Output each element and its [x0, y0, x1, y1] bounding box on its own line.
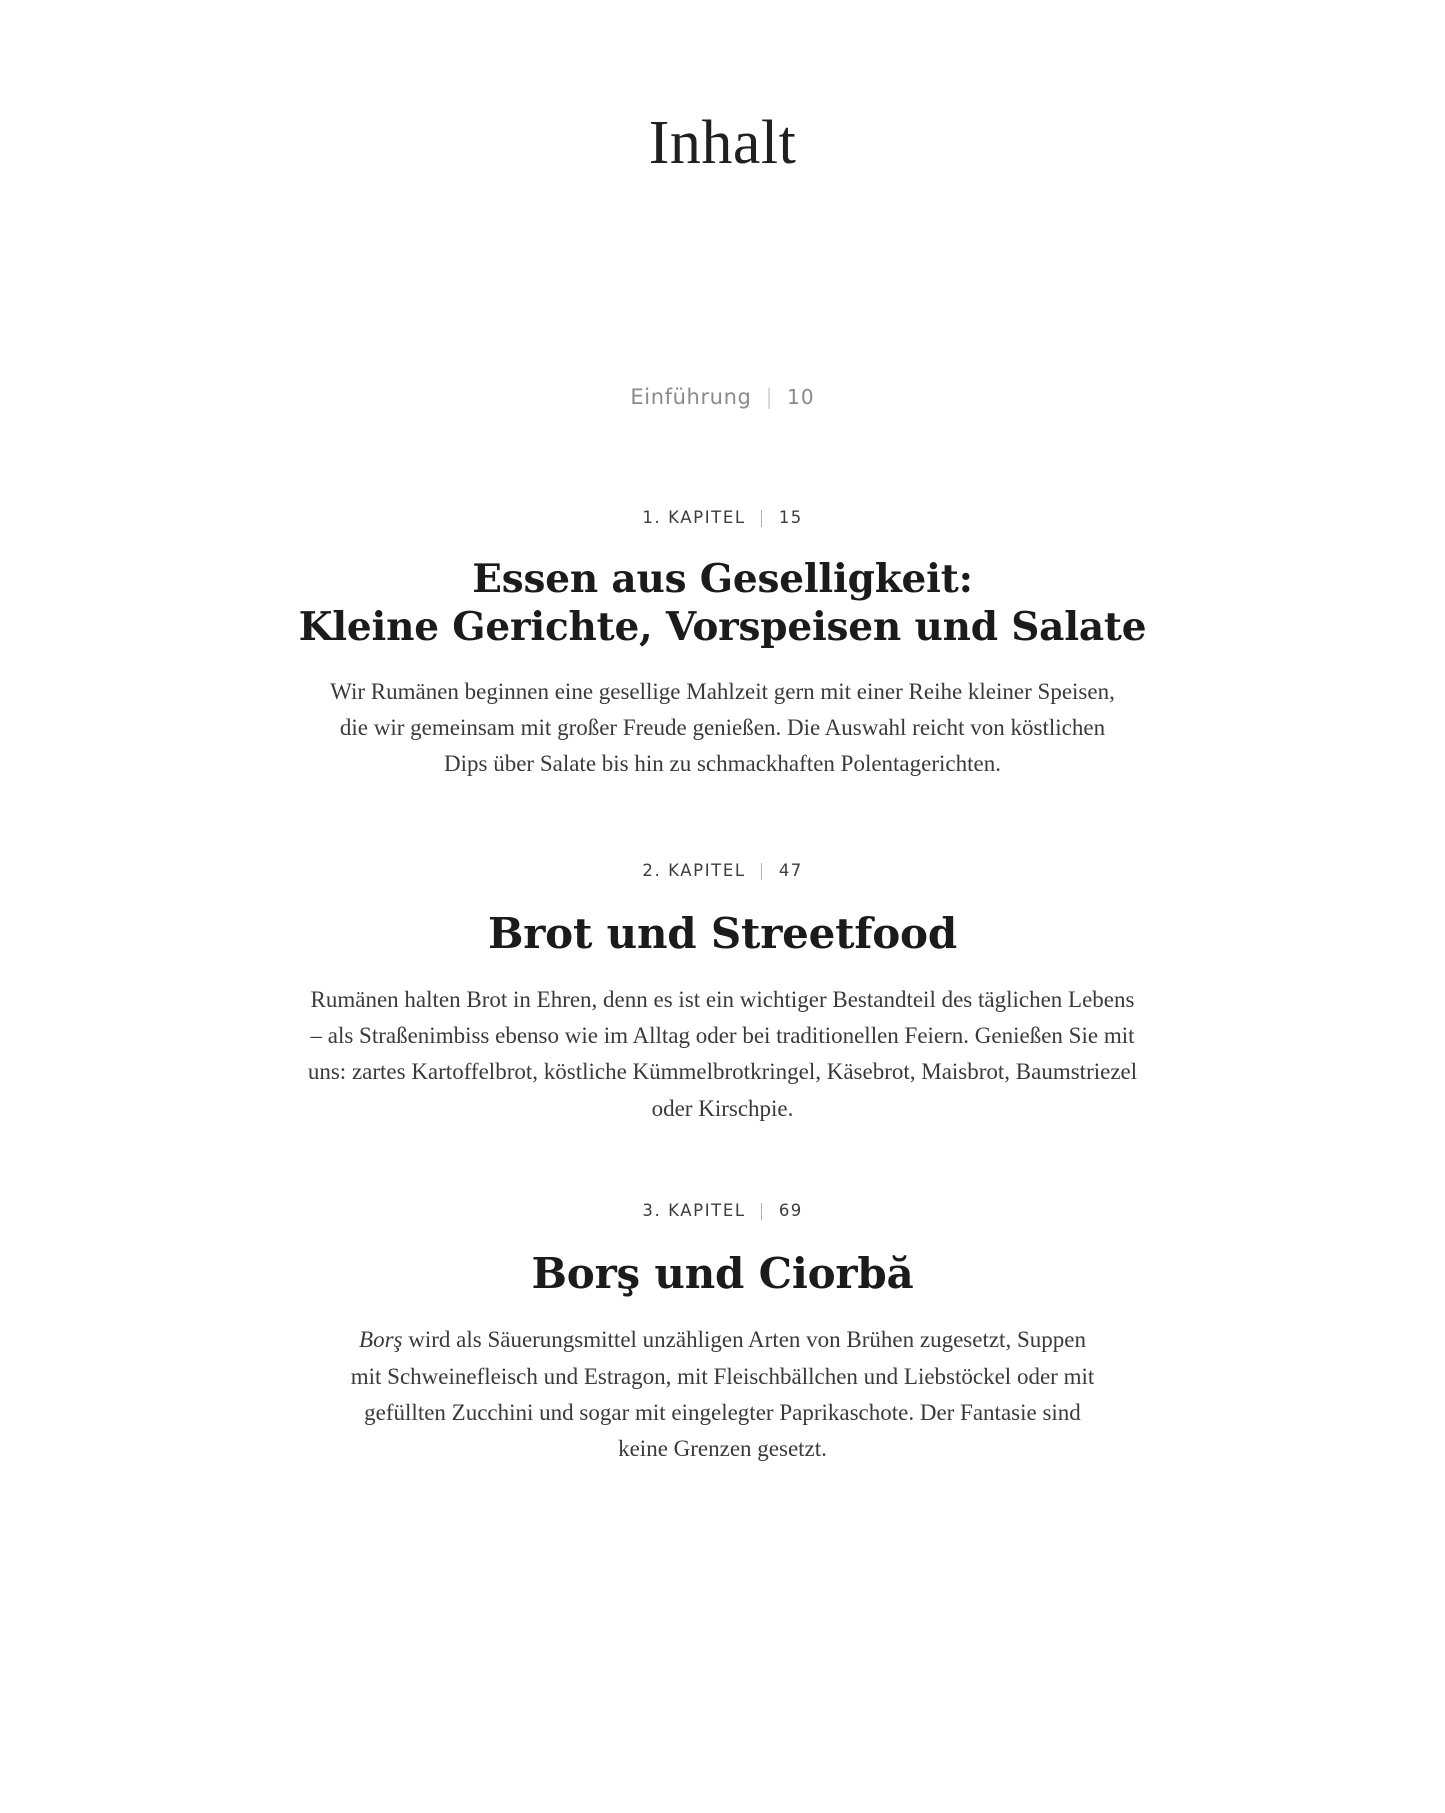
chapter-1-page-number: 15	[778, 508, 803, 527]
chapter-2-separator: |	[758, 860, 766, 880]
chapter-1-meta	[0, 508, 1445, 527]
chapter-3-description	[343, 1322, 1103, 1467]
chapter-2-meta	[0, 861, 1445, 880]
chapter-3-description-rest: wird als Säuerungsmittel unzähligen Arten von Brühen zugesetzt, Suppen mit Schweinefleisch und Estragon, mit Fleischbällchen und Liebstöckel oder mit gefüllten Zucchini und sogar mit eingelegter Paprikaschote. Der Fantasie sind keine Grenzen gesetzt.	[350, 1327, 1095, 1462]
introduction-label: Einführung	[630, 385, 752, 409]
chapter-1-title	[273, 555, 1173, 652]
chapter-1-title-line-2: Kleine Gerichte, Vorspeisen und Salate	[298, 604, 1147, 651]
chapter-1-number-label: 1. KAPITEL	[642, 508, 746, 527]
chapter-3-number-label: 3. KAPITEL	[642, 1201, 746, 1221]
chapter-3-page-number: 69	[778, 1201, 803, 1221]
chapter-3-separator: |	[758, 1201, 766, 1221]
chapter-3-title: Borş und Ciorbă	[531, 1249, 914, 1299]
toc-entry-chapter-1[interactable]	[0, 508, 1445, 783]
chapter-3-description-italic-lead: Borş	[359, 1327, 403, 1353]
chapter-1-description: Wir Rumänen beginnen eine gesellige Mahlzeit gern mit einer Reihe kleiner Speisen, die wir gemeinsam mit großer Freude genießen. Die Auswahl reicht von köstlichen Dips über Salate bis hin zu schmackhaften Polentagerichten.	[330, 678, 1115, 777]
chapter-1-separator: |	[758, 508, 766, 527]
chapter-1-title-line-1: Essen aus Geselligkeit:	[472, 556, 973, 602]
introduction-page-number: 10	[787, 385, 815, 409]
toc-entry-chapter-3[interactable]	[0, 1201, 1445, 1467]
chapter-2-description: Rumänen halten Brot in Ehren, denn es ist ein wichtiger Bestandteil des täglichen Lebens – als Straßenimbiss ebenso wie im Alltag oder bei traditionellen Feiern. Genießen Sie mit uns: zartes Kartoffelbrot, köstliche Kümmelbrotkringel, Käsebrot, Maisbrot, Baumstriezel oder Kirschpie.	[307, 986, 1138, 1121]
toc-entry-chapter-2[interactable]	[0, 861, 1445, 1127]
toc-entry-introduction[interactable]	[0, 385, 1445, 409]
chapter-2-page-number: 47	[778, 860, 803, 880]
chapter-2-number-label: 2. KAPITEL	[642, 860, 746, 880]
chapter-list	[0, 508, 1445, 1467]
page-title: Inhalt	[648, 109, 797, 177]
chapter-3-meta	[0, 1201, 1445, 1220]
introduction-separator: |	[765, 385, 774, 409]
chapter-2-title: Brot und Streetfood	[487, 908, 958, 958]
